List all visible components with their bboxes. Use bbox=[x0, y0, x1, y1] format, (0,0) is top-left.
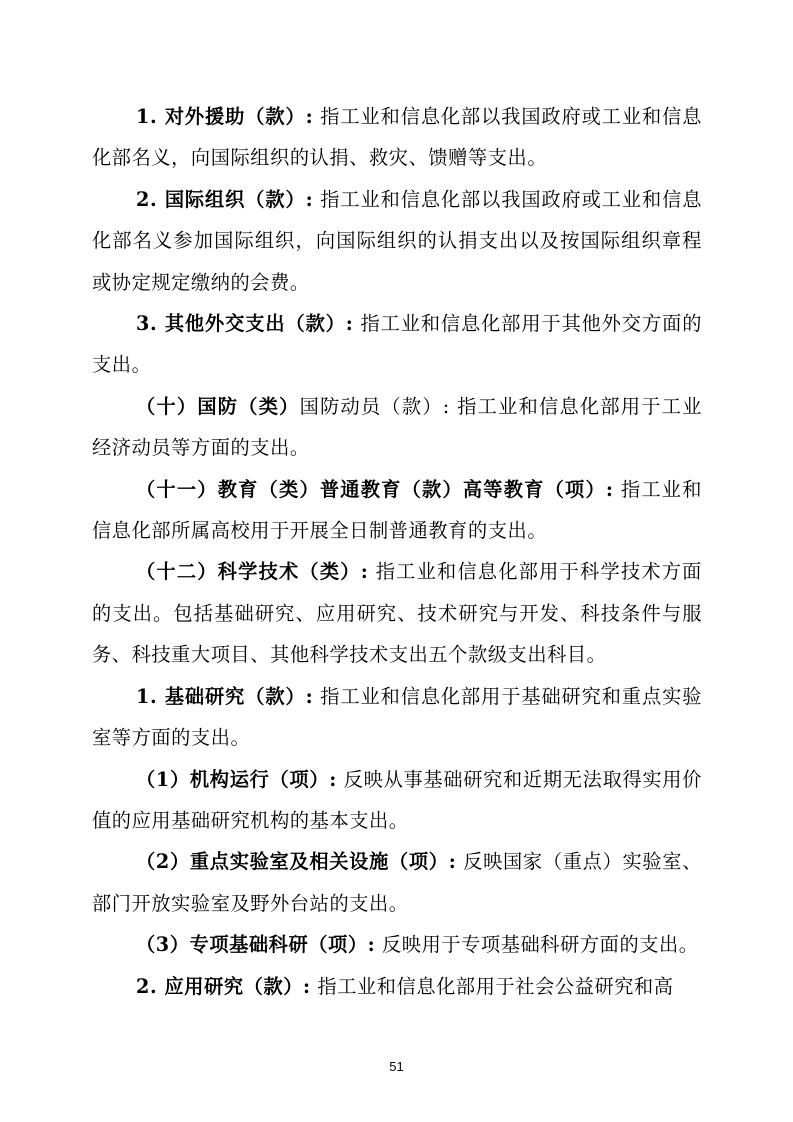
paragraph-heading: （十二）科学技术（类）: bbox=[136, 560, 369, 584]
paragraph-applied-research bbox=[92, 966, 702, 1007]
paragraph-text: 指工业和信息化部以我国政府或工业和信息化部名义，向国际组织的认捐、救灾、馈赠等支出。 bbox=[92, 105, 702, 170]
paragraph-heading: （1）机构运行（项）: bbox=[136, 767, 337, 791]
paragraph-special-basic-research bbox=[92, 924, 702, 965]
paragraph-text: 指工业和信息化部用于基础研究和重点实验室等方面的支出。 bbox=[92, 684, 702, 750]
paragraph-text: 反映从事基础研究和近期无法取得实用价值的应用基础研究机构的基本支出。 bbox=[92, 767, 702, 832]
paragraph-national-defense bbox=[92, 386, 702, 469]
paragraph-text: 指工业和信息化部用于其他外交方面的支出。 bbox=[92, 312, 703, 377]
paragraph-heading: （2）重点实验室及相关设施（项）: bbox=[136, 850, 457, 874]
paragraph-science-technology bbox=[92, 551, 702, 675]
paragraph-text: 指工业和信息化部所属高校用于开展全日制普通教育的支出。 bbox=[92, 477, 702, 543]
paragraph-text: 国防动员（款）: 指工业和信息化部用于工业经济动员等方面的支出。 bbox=[92, 394, 702, 460]
paragraph-heading: （3）专项基础科研（项）: bbox=[136, 933, 376, 957]
paragraph-heading: 3. 其他外交支出（款）: bbox=[136, 312, 354, 336]
paragraph-heading: （十）国防（类） bbox=[136, 394, 300, 418]
paragraph-text: 指工业和信息化部以我国政府或工业和信息化部名义参加国际组织，向国际组织的认捐支出以及按国际组织章程或协定规定缴纳的会费。 bbox=[92, 187, 702, 294]
paragraph-education bbox=[92, 469, 702, 552]
paragraph-institution-operation bbox=[92, 759, 702, 842]
paragraph-text: 指工业和信息化部用于科学技术方面的支出。包括基础研究、应用研究、技术研究与开发、科技条件与服务、科技重大项目、其他科学技术支出五个款级支出科目。 bbox=[92, 560, 702, 667]
document-body bbox=[92, 96, 702, 1007]
paragraph-heading: 1. 基础研究（款）: bbox=[136, 684, 314, 708]
paragraph-text: 反映国家（重点）实验室、部门开放实验室及野外台站的支出。 bbox=[92, 850, 702, 915]
paragraph-heading: （十一）教育（类）普通教育（款）高等教育（项）: bbox=[136, 477, 614, 501]
paragraph-key-laboratories bbox=[92, 841, 702, 924]
paragraph-heading: 2. 国际组织（款）: bbox=[136, 187, 314, 211]
paragraph-heading: 1. 对外援助（款）: bbox=[136, 105, 314, 128]
paragraph-text: 反映用于专项基础科研方面的支出。 bbox=[375, 933, 699, 957]
paragraph-heading: 2. 应用研究（款）: bbox=[136, 974, 311, 998]
paragraph-text: 指工业和信息化部用于社会公益研究和高 bbox=[310, 974, 674, 998]
paragraph-international-organizations bbox=[92, 179, 702, 303]
page-number: 51 bbox=[389, 1059, 404, 1074]
paragraph-other-diplomatic bbox=[92, 303, 702, 386]
paragraph-foreign-aid bbox=[92, 96, 702, 179]
paragraph-basic-research bbox=[92, 676, 702, 759]
